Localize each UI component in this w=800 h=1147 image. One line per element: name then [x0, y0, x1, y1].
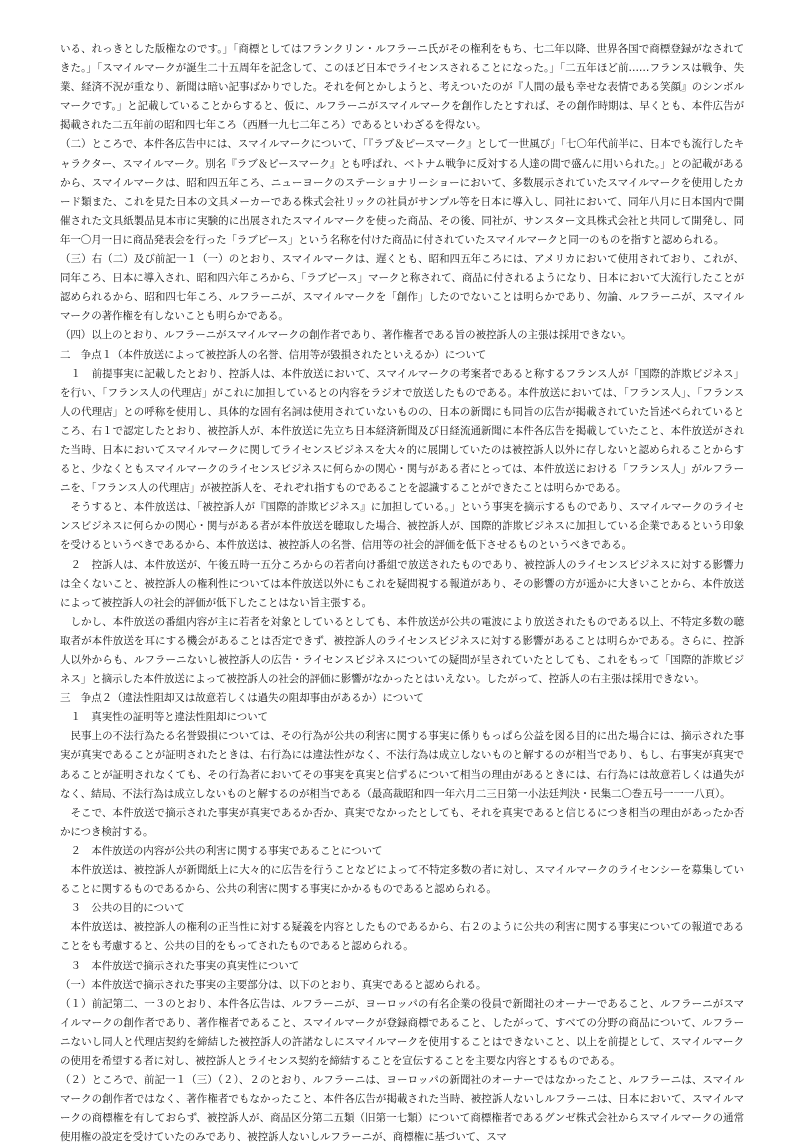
paragraph-continuation: いる、れっきとした版権なのです。」「商標としてはフランクリン・ルフラーニ氏がその権利をもち、七二年以降、世界各国で商標登録がなされてきた。」「スマイルマークが誕生二十五周年を記念して、このほど日本でライセンスされることになった。」「二五年ほど前……フランスは戦争、失業、経済不況が重なり、新聞は暗い記事ばかりでした。それを何とかしようと、考えついたのが『人間の最も幸せな表情である笑顔』のシンボルマークです。」と記載していることからすると、仮に、ルフラーニがスマイルマークを創作したとすれば、その創作時期は、早くとも、本件広告が掲載された二五年前の昭和四七年ころ（西暦一九七二年ころ）であるといわざるを得ない。	[60, 43, 744, 132]
subheading-public-interest: ２ 本件放送の内容が公共の利害に関する事実であることについて	[70, 844, 383, 857]
paragraph-legal-standard: 民事上の不法行為たる名誉毀損については、その行為が公共の利害に関する事実に係りもっぱら公益を図る目的に出た場合には、摘示された事実が真実であることが証明されたときは、右行為には違法性がなく、不法行為は成立しないものと解するのが相当であり、もし、右事実が真実であることが証明されなくても、その行為者においてその事実を真実と信ずるについて相当の理由があるときには、右行為には故意若しくは過失がなく、結局、不法行為は成立しないものと解するのが相当である（最高裁昭和四一年六月二三日第一小法廷判決・民集二〇巻五号一一一八頁）。	[60, 730, 744, 800]
section-heading-2: 二 争点１（本件放送によって被控訴人の名誉、信用等が毀損されたといえるか）について	[60, 348, 487, 361]
paragraph-conclusion: そうすると、本件放送は、「被控訴人が『国際的詐欺ビジネス』に加担している。」という事実を摘示するものであり、スマイルマークのライセンスビジネスに何らかの関心・関与がある者が本件放送を聴取した場合、被控訴人が、国際的詐欺ビジネスに加担している企業であるという印象を受けるというべきであるから、本件放送は、被控訴人の名誉、信用等の社会的評価を低下させるものというべきである。	[60, 501, 744, 552]
paragraph-public-purpose: 本件放送は、被控訴人の権利の正当性に対する疑義を内容としたものであるから、右２のように公共の利害に関する事実についての報道であることをも考慮すると、公共の目的をもってされたものであると認められる。	[60, 921, 744, 953]
paragraph-public-interest: 本件放送は、被控訴人が新聞紙上に大々的に広告を行うことなどによって不特定多数の者に対し、スマイルマークのライセンシーを募集していることに関するものであるから、公共の利害に関する事実にかかるものであると認められる。	[60, 864, 744, 896]
paragraph-point-2: （２）ところで、前記一１（三）（２）、２のとおり、ルフラーニは、ヨーロッパの新聞社のオーナーではなかったこと、ルフラーニは、スマイルマークの創作者ではなく、著作権者でもなかったこと、本件各広告が掲載された当時、被控訴人ないしルフラーニは、日本において、スマイルマークの商標権を有しておらず、被控訴人が、商品区分第二五類（旧第一七類）について商標権者であるグンゼ株式会社からスマイルマークの通常使用権の設定を受けていたのみであり、被控訴人ないしルフラーニが、商標権に基づいて、スマ	[60, 1074, 744, 1144]
subheading-truth-proof: １ 真実性の証明等と違法性阻却について	[70, 711, 268, 724]
paragraph-item-3: （三）右（二）及び前記一１（一）のとおり、スマイルマークは、遅くとも、昭和四五年ころには、アメリカにおいて使用されており、これが、同年ころ、日本に導入され、昭和四六年ころから、「ラブピース」マークと称されて、商品に付されるようになり、日本において大流行したことが認められるから、昭和四七年ころ、ルフラーニが、スマイルマークを「創作」したのでないことは明らかであり、勿論、ルフラーニが、スマイルマークの著作権を有しないことも明らかである。	[60, 253, 744, 323]
document-page	[60, 40, 744, 1147]
paragraph-main-facts: （一）本件放送で摘示された事実の主要部分は、以下のとおり、真実であると認められる。	[60, 978, 487, 991]
paragraph-premise: １ 前提事実に記載したとおり、控訴人は、本件放送において、スマイルマークの考案者であると称するフランス人が「国際的詐欺ビジネス」を行い、「フランス人の代理店」がこれに加担しているとの内容をラジオで放送したものである。本件放送においては、「フランス人」、「フランス人の代理店」との呼称を使用し、具体的な固有名詞は使用されていないものの、日本の新聞にも同旨の広告が掲載されていた旨述べられているところ、右１で認定したとおり、被控訴人が、本件放送に先立ち日本経済新聞及び日経流通新聞に本件各広告を掲載していたこと、本件放送がされた当時、日本においてスマイルマークに関してライセンスビジネスを大々的に展開していたのは被控訴人以外に存しないと認められることからすると、少なくともスマイルマークのライセンスビジネスに何らかの関心・関与がある者にとっては、本件放送における「フランス人」がルフラーニを、「フランス人の代理店」が被控訴人を、それぞれ指すものであることを認識することができたことは明らかである。	[60, 367, 744, 495]
subheading-public-purpose: ３ 公共の目的について	[70, 902, 185, 915]
paragraph-appellant-claim: ２ 控訴人は、本件放送が、午後五時一五分ころからの若者向け番組で放送されたものであり、被控訴人のライセンスビジネスに対する影響力は全くないこと、被控訴人の権利性については本件放送以外にもこれを疑問視する報道があり、その影響の方が遥かに大きいことから、本件放送によって被控訴人の社会的評価が低下したことはない旨主張する。	[60, 558, 744, 609]
subheading-truthfulness: ３ 本件放送で摘示された事実の真実性について	[70, 959, 300, 972]
paragraph-examination: そこで、本件放送で摘示された事実が真実であるか否か、真実でなかったとしても、それを真実であると信じるにつき相当の理由があったか否かにつき検討する。	[60, 806, 744, 838]
section-heading-3: 三 争点２（違法性阻却又は故意若しくは過失の阻却事由があるか）について	[60, 692, 424, 705]
paragraph-point-1: （１）前記第二、一３のとおり、本件各広告は、ルフラーニが、ヨーロッパの有名企業の役員で新聞社のオーナーであること、ルフラーニがスマイルマークの創作者であり、著作権者であること、スマイルマークが登録商標であること、したがって、すべての分野の商品について、ルフラーニないし同人と代理店契約を締結した被控訴人の許諾なしにスマイルマークを使用することはできないこと、以上を前提として、スマイルマークの使用を希望する者に対し、被控訴人とライセンス契約を締結することを宣伝することを主要な内容とするものである。	[60, 997, 744, 1067]
paragraph-rebuttal: しかし、本件放送の番組内容が主に若者を対象としているとしても、本件放送が公共の電波により放送されたものである以上、不特定多数の聴取者が本件放送を耳にする機会があることは否定できず、被控訴人のライセンスビジネスに対する影響があることは明らかである。さらに、控訴人以外からも、ルフラーニないし被控訴人の広告・ライセンスビジネスについての疑問が呈されていたとしても、これをもって「国際的詐欺ビジネス」と摘示した本件放送によって被控訴人の社会的評価に影響がなかったとはいえない。したがって、控訴人の右主張は採用できない。	[60, 615, 744, 686]
paragraph-item-2: （二）ところで、本件各広告中には、スマイルマークについて、「『ラブ＆ピースマーク』として一世風び」「七〇年代前半に、日本でも流行したキャラクター、スマイルマーク。別名『ラブ＆ピースマーク』とも呼ばれ、ベトナム戦争に反対する人達の間で盛んに用いられた。」との記載があるから、スマイルマークは、昭和四五年ころ、ニューヨークのステーショナリーショーにおいて、多数展示されていたスマイルマークを使用したカード類また、これを見た日本の文具メーカーである株式会社リックの社員がサンプル等を日本に導入し、同社において、同年八月に日本国内で開催された文具紙製品見本市に実験的に出展されたスマイルマークを使った商品、その後、同社が、サンスター文具株式会社と共同して開発し、同年一〇月一日に商品発表会を行った「ラブピース」という名称を付けた商品に付されていたスマイルマークと同一のものを指すと認められる。	[60, 138, 744, 246]
paragraph-item-4: （四）以上のとおり、ルフラーニがスマイルマークの創作者であり、著作権者である旨の被控訴人の主張は採用できない。	[60, 329, 632, 342]
